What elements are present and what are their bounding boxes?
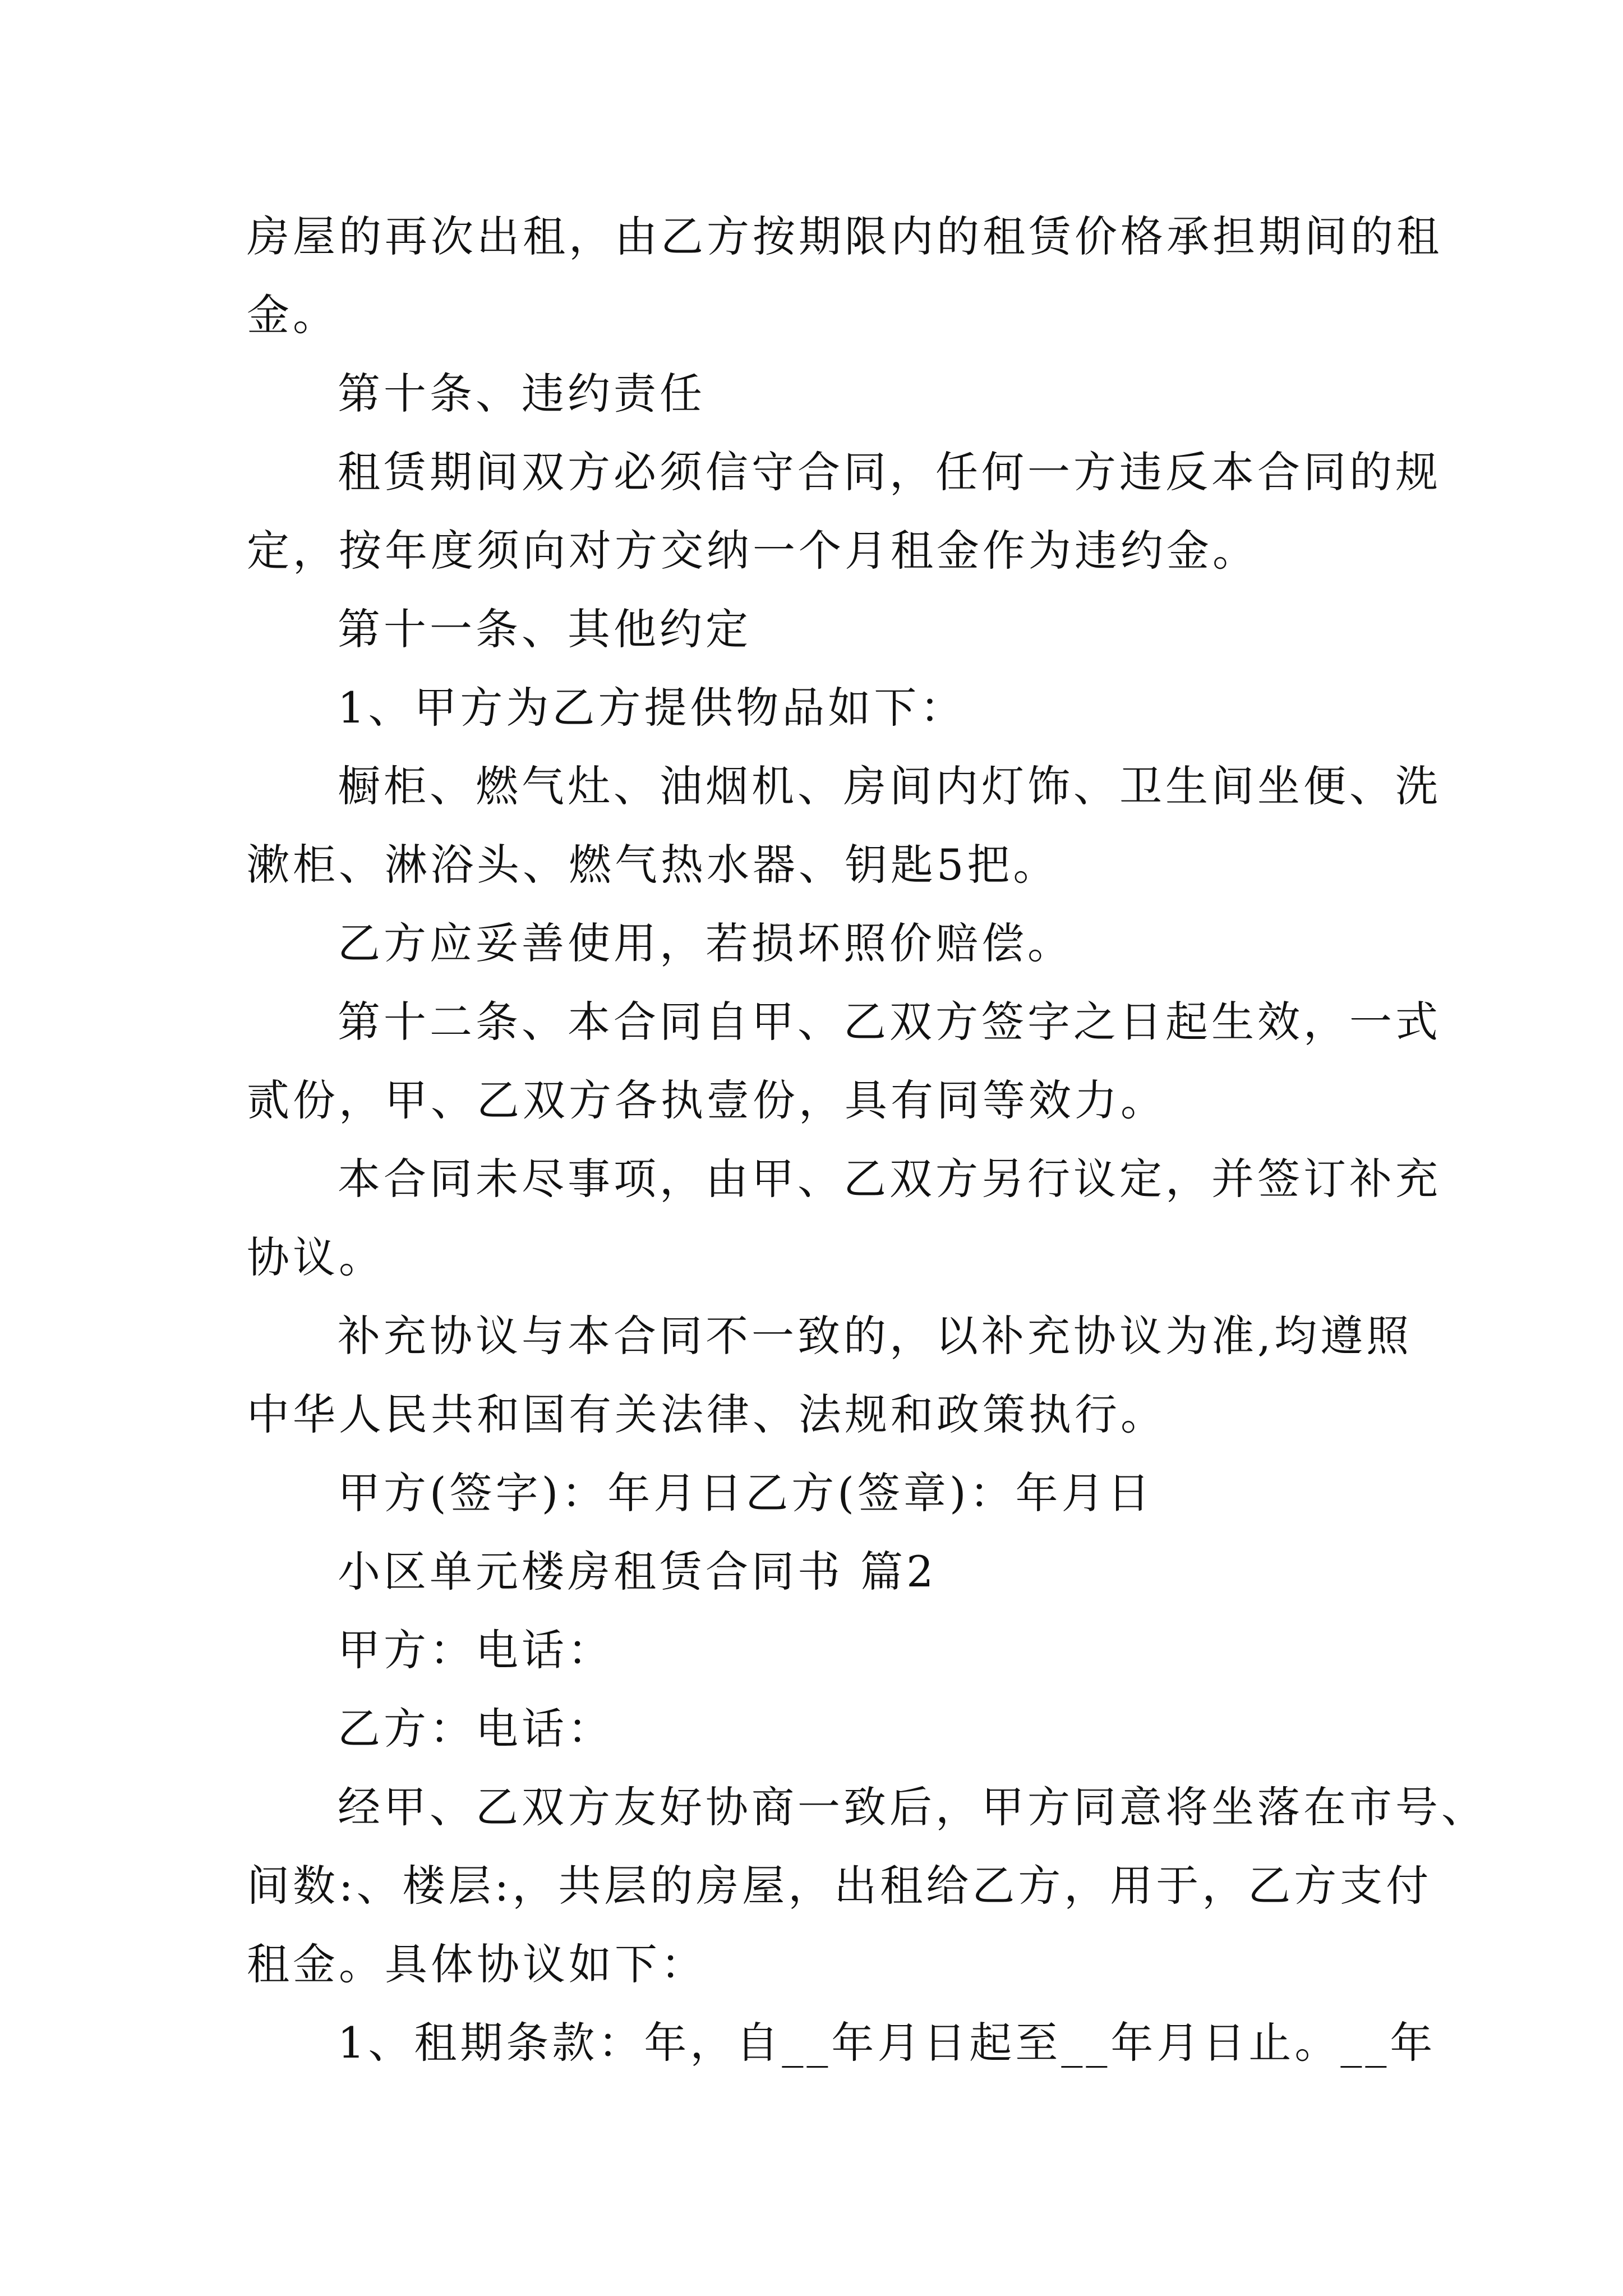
text-line: 协议。 bbox=[247, 1232, 385, 1282]
section-heading: 第十一条、其他约定 bbox=[338, 604, 751, 654]
document-body bbox=[247, 197, 1487, 2082]
text-line: 中华人民共和国有关法律、法规和政策执行。 bbox=[247, 1389, 1166, 1439]
text-line: 第十二条、本合同自甲、乙双方签字之日起生效，一式 bbox=[338, 997, 1441, 1047]
text-line: 补充协议与本合同不一致的，以补充协议为准,均遵照 bbox=[338, 1311, 1413, 1361]
text-line: 本合同未尽事项，由甲、乙双方另行议定，并签订补充 bbox=[338, 1154, 1441, 1204]
signature-line: 甲方(签字)：年月日乙方(签章)：年月日 bbox=[338, 1468, 1154, 1518]
text-line: 橱柜、燃气灶、油烟机、房间内灯饰、卫生间坐便、洗 bbox=[338, 761, 1441, 811]
text-line: 乙方应妥善使用，若损坏照价赔偿。 bbox=[338, 918, 1073, 968]
text-line: 经甲、乙双方友好协商一致后，甲方同意将坐落在市号、 bbox=[338, 1782, 1487, 1832]
text-line: 漱柜、淋浴头、燃气热水器、钥匙5把。 bbox=[247, 840, 1059, 890]
text-line: 房屋的再次出租，由乙方按期限内的租赁价格承担期间的租 bbox=[247, 211, 1442, 261]
text-line: 租金。具体协议如下： bbox=[247, 1939, 707, 1989]
text-line: 1、租期条款：年，自__年月日起至__年月日止。__年 bbox=[338, 2018, 1436, 2068]
text-line: 定，按年度须向对方交纳一个月租金作为违约金。 bbox=[247, 526, 1258, 576]
text-line: 租赁期间双方必须信守合同，任何一方违反本合同的规 bbox=[338, 447, 1441, 497]
document-title: 小区单元楼房租赁合同书 篇2 bbox=[338, 1547, 937, 1596]
text-line: 贰份，甲、乙双方各执壹份，具有同等效力。 bbox=[247, 1075, 1166, 1125]
text-line: 金。 bbox=[247, 290, 339, 340]
text-line: 间数:、楼层:，共层的房屋，出租给乙方，用于，乙方支付 bbox=[247, 1861, 1432, 1911]
party-b-line: 乙方：电话： bbox=[338, 1704, 614, 1754]
section-heading: 第十条、违约责任 bbox=[338, 369, 706, 418]
text-line: 1、甲方为乙方提供物品如下： bbox=[338, 683, 966, 733]
party-a-line: 甲方：电话： bbox=[338, 1625, 614, 1675]
